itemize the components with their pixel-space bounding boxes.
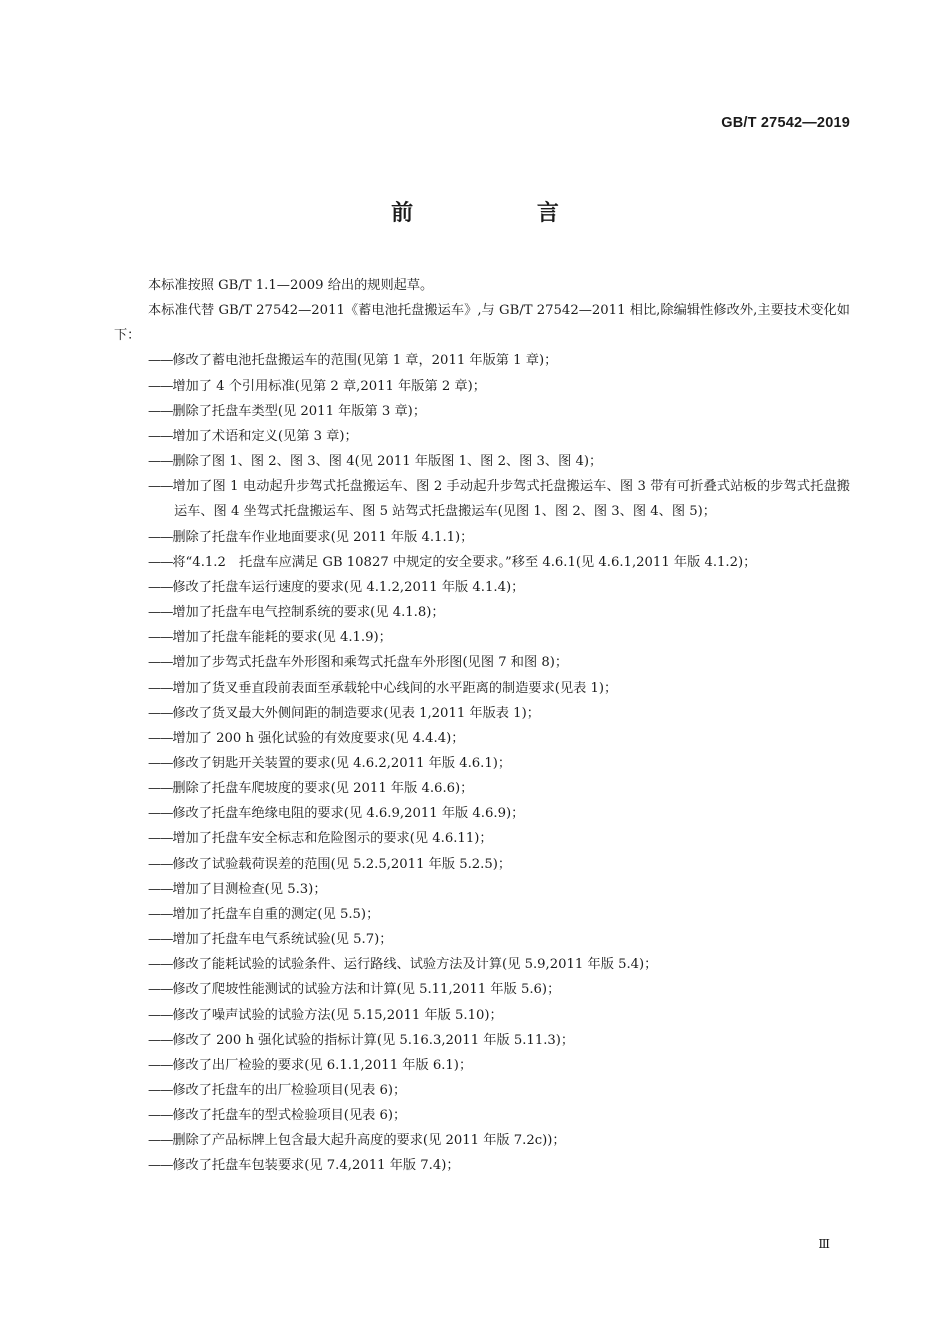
em-dash: —— [148,831,173,847]
change-item-text: 增加了 200 h 强化试验的有效度要求(见 4.4.4)； [172,730,465,746]
change-item-text: 修改了噪声试验的试验方法(见 5.15,2011 年版 5.10)； [172,1007,503,1023]
change-item-text: 增加了托盘车自重的测定(见 5.5)； [172,906,380,922]
em-dash: —— [148,781,173,797]
change-item-text: 修改了托盘车的出厂检验项目(见表 6)； [172,1083,407,1098]
change-item [114,676,850,701]
change-item [114,852,850,877]
em-dash: —— [148,579,173,595]
em-dash: —— [148,1108,173,1124]
em-dash: —— [148,982,173,998]
em-dash: —— [148,529,173,545]
change-item [114,625,850,650]
em-dash: —— [148,730,173,746]
change-item [114,600,850,625]
change-item-text: 增加了托盘车电气控制系统的要求(见 4.1.8)； [172,605,445,621]
em-dash: —— [148,856,173,872]
change-item-text: 增加了图 1 电动起升步驾式托盘搬运车、图 2 手动起升步驾式托盘搬运车、图 3 带有可折叠式站板的步驾式托盘搬运车、图 4 坐驾式托盘搬运车、图 5 站驾式托盘搬运车(见图 1、图 2、图 3、图 4、图 5)； [172,479,850,520]
change-item [114,374,850,399]
change-item [114,399,850,424]
change-item-text: 删除了托盘车类型(见 2011 年版第 3 章)； [172,403,427,419]
change-item-text: 删除了托盘车作业地面要求(见 2011 年版 4.1.1)； [172,529,474,545]
change-item [114,1003,850,1028]
em-dash: —— [148,705,173,721]
em-dash: —— [148,1007,173,1023]
change-item-text: 删除了托盘车爬坡度的要求(见 2011 年版 4.6.6)； [172,781,474,797]
change-item [114,1153,850,1178]
change-item [114,826,850,851]
paragraph: 本标准按照 GB/T 1.1—2009 给出的规则起草。 [148,278,434,293]
change-item [114,550,850,575]
em-dash: —— [148,353,173,369]
change-item-text: 修改了试验载荷误差的范围(见 5.2.5,2011 年版 5.2.5)； [172,856,512,872]
change-item-text: 删除了产品标牌上包含最大起升高度的要求(见 2011 年版 7.2c))； [172,1133,566,1149]
paragraph: 本标准代替 GB/T 27542—2011《蓄电池托盘搬运车》,与 GB/T 27542—2011 相比,除编辑性修改外,主要技术变化如下： [114,303,850,344]
change-item [114,474,850,524]
em-dash: —— [148,1083,173,1098]
em-dash: —— [148,932,173,948]
body-text [114,273,850,1179]
change-item-text: 修改了能耗试验的试验条件、运行路线、试验方法及计算(见 5.9,2011 年版 5.4)； [172,957,658,973]
change-item-text: 将“4.1.2 托盘车应满足 GB 10827 中规定的安全要求。”移至 4.6.1(见 4.6.1,2011 年版 4.1.2)； [172,554,757,570]
change-item-text: 修改了货叉最大外侧间距的制造要求(见表 1,2011 年版表 1)； [172,705,540,721]
change-item [114,525,850,550]
change-item-text: 修改了爬坡性能测试的试验方法和计算(见 5.11,2011 年版 5.6)； [172,982,561,998]
change-item-text: 修改了托盘车绝缘电阻的要求(见 4.6.9,2011 年版 4.6.9)； [172,806,525,822]
change-item [114,449,850,474]
em-dash: —— [148,806,173,822]
change-item-text: 修改了 200 h 强化试验的指标计算(见 5.16.3,2011 年版 5.11.3)； [172,1032,575,1048]
change-item-text: 增加了步驾式托盘车外形图和乘驾式托盘车外形图(见图 7 和图 8)； [172,655,569,671]
change-item [114,877,850,902]
change-item [114,751,850,776]
change-item-text: 增加了货叉垂直段前表面至承载轮中心线间的水平距离的制造要求(见表 1)； [172,680,618,696]
change-item [114,1053,850,1078]
change-item-text: 修改了托盘车包装要求(见 7.4,2011 年版 7.4)； [172,1158,460,1174]
em-dash: —— [148,655,173,671]
change-item-text: 增加了托盘车电气系统试验(见 5.7)； [172,932,393,948]
change-item [114,977,850,1002]
em-dash: —— [148,1158,173,1174]
page-number: Ⅲ [818,1237,830,1251]
change-item [114,776,850,801]
em-dash: —— [148,428,173,444]
change-item-text: 增加了术语和定义(见第 3 章)； [172,428,358,444]
change-item [114,726,850,751]
em-dash: —— [148,605,173,621]
change-item [114,1128,850,1153]
change-item [114,801,850,826]
change-item-text: 删除了图 1、图 2、图 3、图 4(见 2011 年版图 1、图 2、图 3、图 4)； [172,454,603,470]
em-dash: —— [148,680,173,696]
em-dash: —— [148,1133,173,1149]
change-item [114,952,850,977]
change-item [114,1103,850,1128]
em-dash: —— [148,881,173,897]
change-item [114,1028,850,1053]
change-item-text: 修改了托盘车运行速度的要求(见 4.1.2,2011 年版 4.1.4)； [172,579,525,595]
change-item-text: 增加了托盘车能耗的要求(见 4.1.9)； [172,630,392,646]
change-item [114,650,850,675]
change-item-text: 修改了托盘车的型式检验项目(见表 6)； [172,1108,407,1124]
change-item [114,902,850,927]
change-item [114,927,850,952]
change-item [114,701,850,726]
change-item-text: 修改了蓄电池托盘搬运车的范围(见第 1 章，2011 年版第 1 章)； [172,353,558,369]
change-item-text: 增加了 4 个引用标准(见第 2 章,2011 年版第 2 章)； [172,378,486,394]
em-dash: —— [148,378,173,394]
change-item-text: 修改了钥匙开关装置的要求(见 4.6.2,2011 年版 4.6.1)； [172,755,512,771]
em-dash: —— [148,554,173,570]
em-dash: —— [148,1057,173,1073]
page-title: 前 言 [391,201,617,226]
em-dash: —— [148,1032,173,1048]
change-item-text: 增加了托盘车安全标志和危险图示的要求(见 4.6.11)； [172,831,493,847]
changes-list [114,348,850,1178]
em-dash: —— [148,755,173,771]
change-item-text: 修改了出厂检验的要求(见 6.1.1,2011 年版 6.1)； [172,1057,473,1073]
change-item-text: 增加了目测检查(见 5.3)； [172,881,327,897]
change-item [114,424,850,449]
change-item [114,1078,850,1103]
standard-code: GB/T 27542—2019 [721,115,850,131]
em-dash: —— [148,454,173,470]
em-dash: —— [148,630,173,646]
change-item [114,348,850,373]
change-item [114,575,850,600]
em-dash: —— [148,906,173,922]
em-dash: —— [148,403,173,419]
em-dash: —— [148,957,173,973]
em-dash: —— [148,479,173,495]
